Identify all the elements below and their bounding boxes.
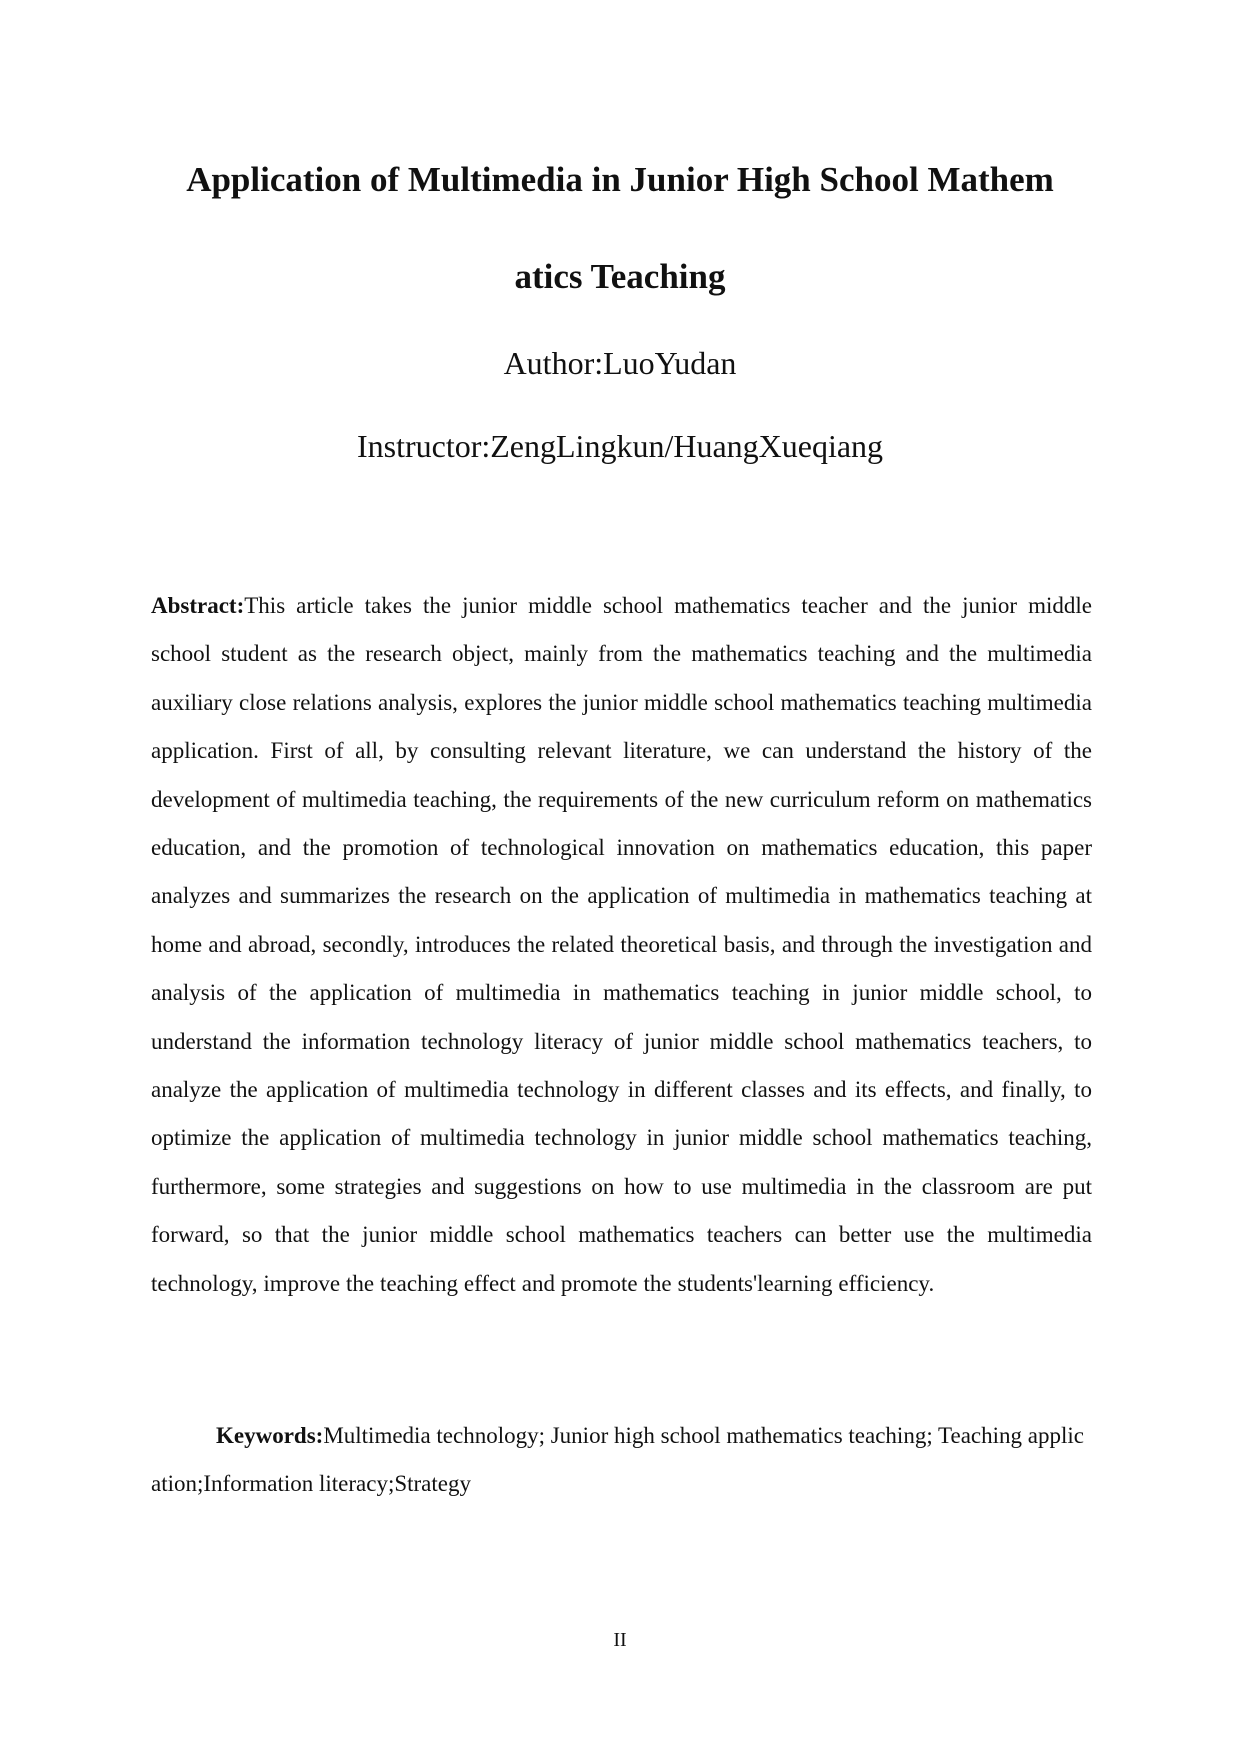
instructor-line: Instructor:ZengLingkun/HuangXueqiang	[356, 428, 884, 464]
keywords-paragraph	[151, 1412, 1092, 1509]
keywords-label: Keywords:	[216, 1423, 324, 1448]
paper-title-line-1: Application of Multimedia in Junior High School Mathem	[186, 160, 1054, 199]
keywords-text: Multimedia technology; Junior high school mathematics teaching; Teaching application;Information literacy;Strategy	[151, 1423, 1084, 1497]
abstract-label: Abstract:	[151, 593, 245, 618]
abstract-text: This article takes the junior middle school mathematics teacher and the junior middle school student as the research object, mainly from the mathematics teaching and the multimedia auxiliary close relations analysis, explores the junior middle school mathematics teaching multimedia application. First of all, by consulting relevant literature, we can understand the history of the development of multimedia teaching, the requirements of the new curriculum reform on mathematics education, and the promotion of technological innovation on mathematics education, this paper analyzes and summarizes the research on the application of multimedia in mathematics teaching at home and abroad, secondly, introduces the related theoretical basis, and through the investigation and analysis of the application of multimedia in mathematics teaching in junior middle school, to understand the information technology literacy of junior middle school mathematics teachers, to analyze the application of multimedia technology in different classes and its effects, and finally, to optimize the application of multimedia technology in junior middle school mathematics teaching, furthermore, some strategies and suggestions on how to use multimedia in the classroom are put forward, so that the junior middle school mathematics teachers can better use the multimedia technology, improve the teaching effect and promote the students'learning efficiency.	[151, 593, 1092, 1296]
abstract-paragraph	[151, 582, 1092, 1308]
paper-title-line-2: atics Teaching	[514, 257, 726, 296]
page-number: II	[613, 1629, 627, 1651]
author-line: Author:LuoYudan	[503, 345, 737, 381]
